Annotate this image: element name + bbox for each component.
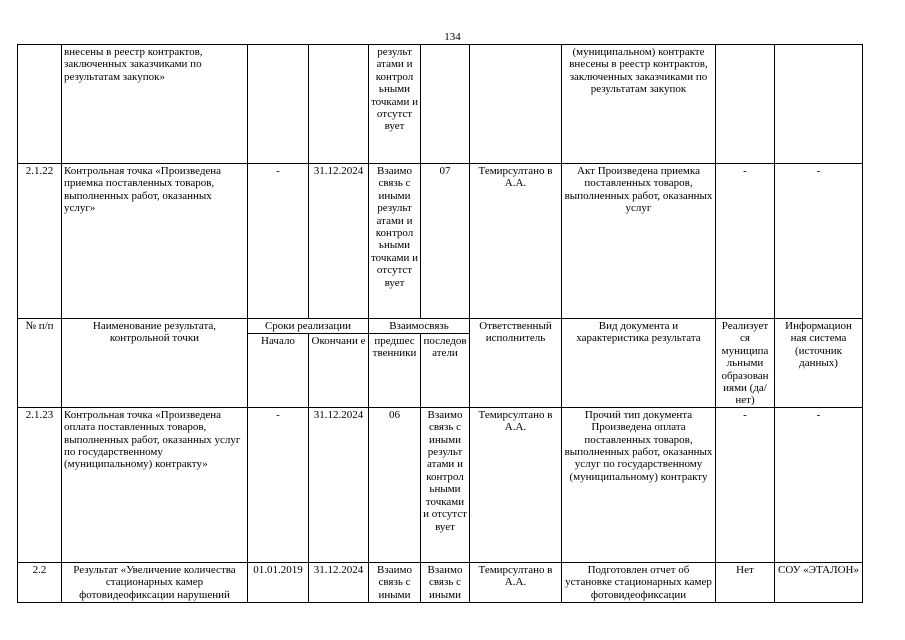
cell-realized: - bbox=[716, 407, 775, 562]
cell-realized: - bbox=[716, 164, 775, 319]
cell-realized bbox=[716, 45, 775, 164]
page-number: 134 bbox=[444, 31, 461, 43]
cell-num: 2.1.23 bbox=[18, 407, 62, 562]
results-table bbox=[17, 44, 863, 603]
cell-successors bbox=[421, 45, 470, 164]
header-source: Информацион ная система (источник данных) bbox=[775, 319, 863, 408]
header-name: Наименование результата, контрольной точки bbox=[62, 319, 248, 408]
cell-document: (муниципальном) контракте внесены в реестр контрактов, заключенных заказчиками по результатам закупок bbox=[562, 45, 716, 164]
cell-predecessors: результ атами и контрол ьными точками и отсутст вует bbox=[369, 45, 421, 164]
cell-source bbox=[775, 45, 863, 164]
cell-name: Контрольная точка «Произведена приемка поставленных товаров, выполненных работ, оказанных услуг» bbox=[62, 164, 248, 319]
cell-start bbox=[248, 45, 309, 164]
cell-end: 31.12.2024 bbox=[309, 407, 369, 562]
cell-name: Контрольная точка «Произведена оплата поставленных товаров, выполненных работ, оказанных услуг по государственному (муниципальному) контракту» bbox=[62, 407, 248, 562]
cell-document: Подготовлен отчет об установке стационарных камер фотовидеофиксации bbox=[562, 562, 716, 602]
header-num: № п/п bbox=[18, 319, 62, 408]
cell-end: 31.12.2024 bbox=[309, 164, 369, 319]
cell-end: 31.12.2024 bbox=[309, 562, 369, 602]
cell-responsible: Темирсултано в А.А. bbox=[470, 407, 562, 562]
cell-name: Результат «Увеличение количества стационарных камер фотовидеофиксации нарушений bbox=[62, 562, 248, 602]
cell-predecessors: Взаимо связь с иными bbox=[369, 562, 421, 602]
header-responsible: Ответственный исполнитель bbox=[470, 319, 562, 408]
header-predecessors: предшес твенники bbox=[369, 333, 421, 407]
header-dates: Сроки реализации bbox=[248, 319, 369, 334]
cell-successors: Взаимо связь с иными результ атами и контрол ьными точками и отсутст вует bbox=[421, 407, 470, 562]
cell-responsible bbox=[470, 45, 562, 164]
table-row-2-1-22 bbox=[18, 164, 863, 319]
cell-document: Прочий тип документа Произведена оплата поставленных товаров, выполненных работ, оказанных услуг по государственному (муниципальному) контракту bbox=[562, 407, 716, 562]
cell-source: - bbox=[775, 164, 863, 319]
header-successors: последов атели bbox=[421, 333, 470, 407]
cell-responsible: Темирсултано в А.А. bbox=[470, 562, 562, 602]
header-link: Взаимосвязь bbox=[369, 319, 470, 334]
cell-predecessors: 06 bbox=[369, 407, 421, 562]
cell-num bbox=[18, 45, 62, 164]
cell-start: 01.01.2019 bbox=[248, 562, 309, 602]
cell-source: СОУ «ЭТАЛОН» bbox=[775, 562, 863, 602]
header-end: Окончани е bbox=[309, 333, 369, 407]
cell-document: Акт Произведена приемка поставленных товаров, выполненных работ, оказанных услуг bbox=[562, 164, 716, 319]
cell-responsible: Темирсултано в А.А. bbox=[470, 164, 562, 319]
cell-successors: Взаимо связь с иными bbox=[421, 562, 470, 602]
table-row-continuation bbox=[18, 45, 863, 164]
table-header-row-1 bbox=[18, 319, 863, 334]
cell-end bbox=[309, 45, 369, 164]
cell-num: 2.1.22 bbox=[18, 164, 62, 319]
cell-start: - bbox=[248, 407, 309, 562]
header-document: Вид документа и характеристика результата bbox=[562, 319, 716, 408]
header-realized: Реализует ся муниципа льными образован иями (да/нет) bbox=[716, 319, 775, 408]
table-row-2-2 bbox=[18, 562, 863, 602]
table-row-2-1-23 bbox=[18, 407, 863, 562]
cell-predecessors: Взаимо связь с иными результ атами и контрол ьными точками и отсутст вует bbox=[369, 164, 421, 319]
cell-start: - bbox=[248, 164, 309, 319]
cell-name: внесены в реестр контрактов, заключенных заказчиками по результатам закупок» bbox=[62, 45, 248, 164]
cell-source: - bbox=[775, 407, 863, 562]
cell-num: 2.2 bbox=[18, 562, 62, 602]
cell-successors: 07 bbox=[421, 164, 470, 319]
cell-realized: Нет bbox=[716, 562, 775, 602]
header-start: Начало bbox=[248, 333, 309, 407]
